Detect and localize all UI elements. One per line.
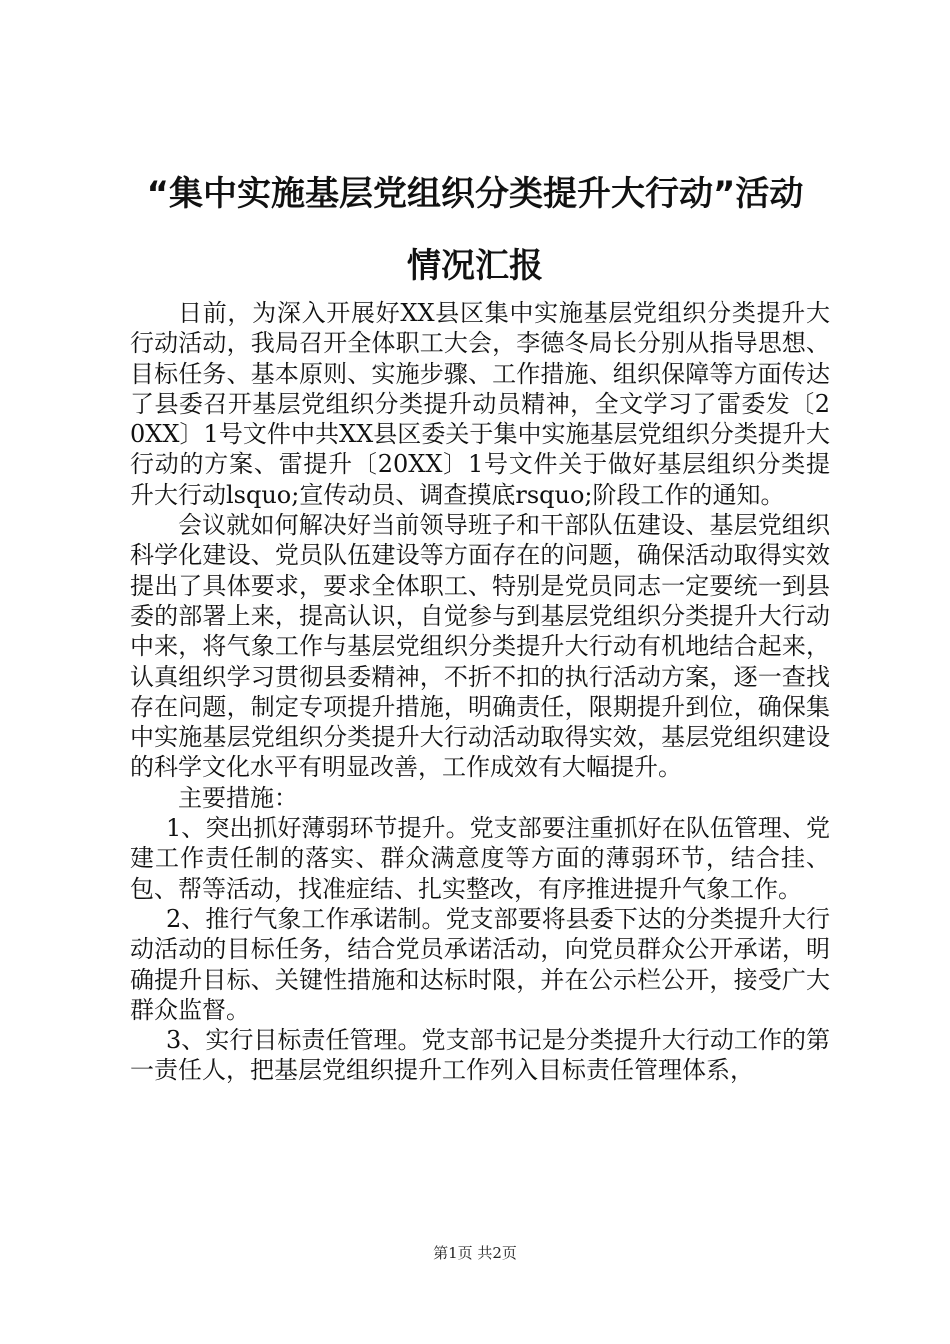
page-number-footer: 第1页 共2页	[433, 1244, 517, 1262]
paragraph-measure-3: 3、实行目标责任管理。党支部书记是分类提升大行动工作的第一责任人，把基层党组织提升工作列入目标责任管理体系，	[130, 1026, 830, 1085]
paragraph-main-measures-heading: 主要措施：	[178, 783, 298, 812]
paragraph-measure-1: 1、突出抓好薄弱环节提升。党支部要注重抓好在队伍管理、党建工作责任制的落实、群众满意度等方面的薄弱环节，结合挂、包、帮等活动，找准症结、扎实整改，有序推进提升气象工作。	[130, 814, 830, 903]
document-body	[130, 298, 830, 1086]
title-line-1: “集中实施基层党组织分类提升大行动”活动	[146, 174, 804, 214]
paragraph-meeting-requirements: 会议就如何解决好当前领导班子和干部队伍建设、基层党组织科学化建设、党员队伍建设等方面存在的问题，确保活动取得实效提出了具体要求，要求全体职工、特别是党员同志一定要统一到县委的部署上来，提高认识，自觉参与到基层党组织分类提升大行动中来，将气象工作与基层党组织分类提升大行动有机地结合起来，认真组织学习贯彻县委精神，不折不扣的执行活动方案，逐一查找存在问题，制定专项提升措施，明确责任，限期提升到位，确保集中实施基层党组织分类提升大行动活动取得实效，基层党组织建设的科学文化水平有明显改善，工作成效有大幅提升。	[130, 511, 830, 782]
document-title	[120, 158, 830, 302]
paragraph-measure-2: 2、推行气象工作承诺制。党支部要将县委下达的分类提升大行动活动的目标任务，结合党员承诺活动，向党员群众公开承诺，明确提升目标、关键性措施和达标时限，并在公示栏公开，接受广大群众监督。	[130, 904, 830, 1024]
title-line-2: 情况汇报	[407, 246, 543, 286]
paragraph-intro: 日前，为深入开展好XX县区集中实施基层党组织分类提升大行动活动，我局召开全体职工大会，李德冬局长分别从指导思想、目标任务、基本原则、实施步骤、工作措施、组织保障等方面传达了县委召开基层党组织分类提升动员精神，全文学习了雷委发〔20XX〕1号文件中共XX县区委关于集中实施基层党组织分类提升大行动的方案、雷提升〔20XX〕1号文件关于做好基层组织分类提升大行动lsquo;宣传动员、调查摸底rsquo;阶段工作的通知。	[130, 299, 830, 509]
